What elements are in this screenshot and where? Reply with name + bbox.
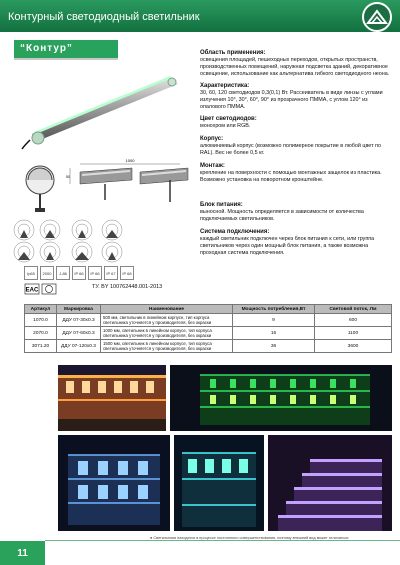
section-color: Цвет светодиодов: монохром или RGB. [200,116,257,129]
col-flux: Световой поток, Лм [315,305,392,314]
photo-building-green [170,365,392,431]
logo-icon [366,9,388,25]
photo-stairs-purple [268,435,392,531]
product-underline [14,58,118,60]
certifications [24,282,204,294]
product-name: “Контур” [14,40,118,58]
footer-divider [45,540,400,541]
ip66b-icon: IP 66 [88,266,102,280]
svg-text:EAC: EAC [25,287,39,294]
section-power: Блок питания: выносной. Мощность определяется в зависимости от количества подключаемых светильников. [200,202,364,222]
dimension-top: 1000 [125,158,135,163]
col-name: Наименование [101,305,233,314]
spec-sections [200,50,394,262]
dimension-height: 50 [66,175,70,179]
photo-building-cyan [174,435,264,531]
technical-drawings [20,150,195,216]
col-power: Мощность потребления,Вт [233,305,315,314]
voltage-icon: 2000 [40,266,54,280]
installation-photos [58,365,392,531]
photo-building-orange [58,365,166,431]
col-article: Артикул [25,305,57,314]
temperature-icon: J-86 [56,266,70,280]
header-title: Контурный светодиодный светильник [8,11,200,23]
section-application: Область применения: освещения площадей, пешеходных переходов, открытых пространств, производственных помещений, наружная подсветка зданий, декоративное освещение, использование как альтернатива гибкого светодиодного неона. [200,50,390,77]
cert-number: ТУ. BY 100762448.001-2013 [92,284,163,290]
ip68-icon: IP 68 [120,266,134,280]
section-characteristics: Характеристика: 30, 60, 120 светодиодов 0,3(0,1) Вт. Рассеиватель в виде линзы с углами излучения 10°, 30°, 60°, 90° из прозрачного ПММА, с углом 120° из опалового ПММА. [200,83,383,110]
table-row: 2070.0 ДДУ 07-60х0.3 1000 мм, светильник в линейном корпусе, тип корпуса светильника уточняется у производителя, без окраски 15 1100 [25,327,392,340]
photo-building-blue [58,435,170,531]
ip66-icon: IP 66 [72,266,86,280]
table-row: 3071.20 ДДУ 07-120х0.3 1500 мм, светильник в линейном корпусе, тип корпуса светильника уточняется у производителя, без окраски 36 3600 [25,340,392,353]
page-header [0,0,400,32]
col-marking: Маркировка [57,305,101,314]
ip-rating-icon: Ip65 [24,266,38,280]
ip67-icon: IP 67 [104,266,118,280]
section-connection: Система подключения: каждый светильник подключен через блок питания к сети, или группа светильников через один мощный блок питания, а также возможна проходная система подключения. [200,229,375,256]
rating-icons [24,266,194,280]
brand-logo [362,2,392,32]
light-distribution-diagrams [12,218,192,263]
spec-table [24,304,392,353]
lamp-photo [20,70,190,150]
table-header-row [25,305,392,314]
page-number: 11 [0,541,45,565]
section-body: Корпус: алюминиевый корпус (возможно полимерное покрытие в любой цвет по RAL). Вес не более 0,5 кг. [200,136,381,156]
section-mounting: Монтаж: крепление на поверхности с помощью монтажных защелок из пластика. Возможно установка на поворотном кронштейне. [200,163,382,183]
footer-note: ● Светильники находятся в процессе постоянного совершенствования, поэтому внешний вид может отличаться [150,536,349,540]
table-row: 1070.0 ДДУ 07-30х0.3 500 мм, светильник в линейном корпусе, тип корпуса светильника уточняется у производителя, без окраски 9 600 [25,314,392,327]
cert-logos-icon [24,283,84,295]
